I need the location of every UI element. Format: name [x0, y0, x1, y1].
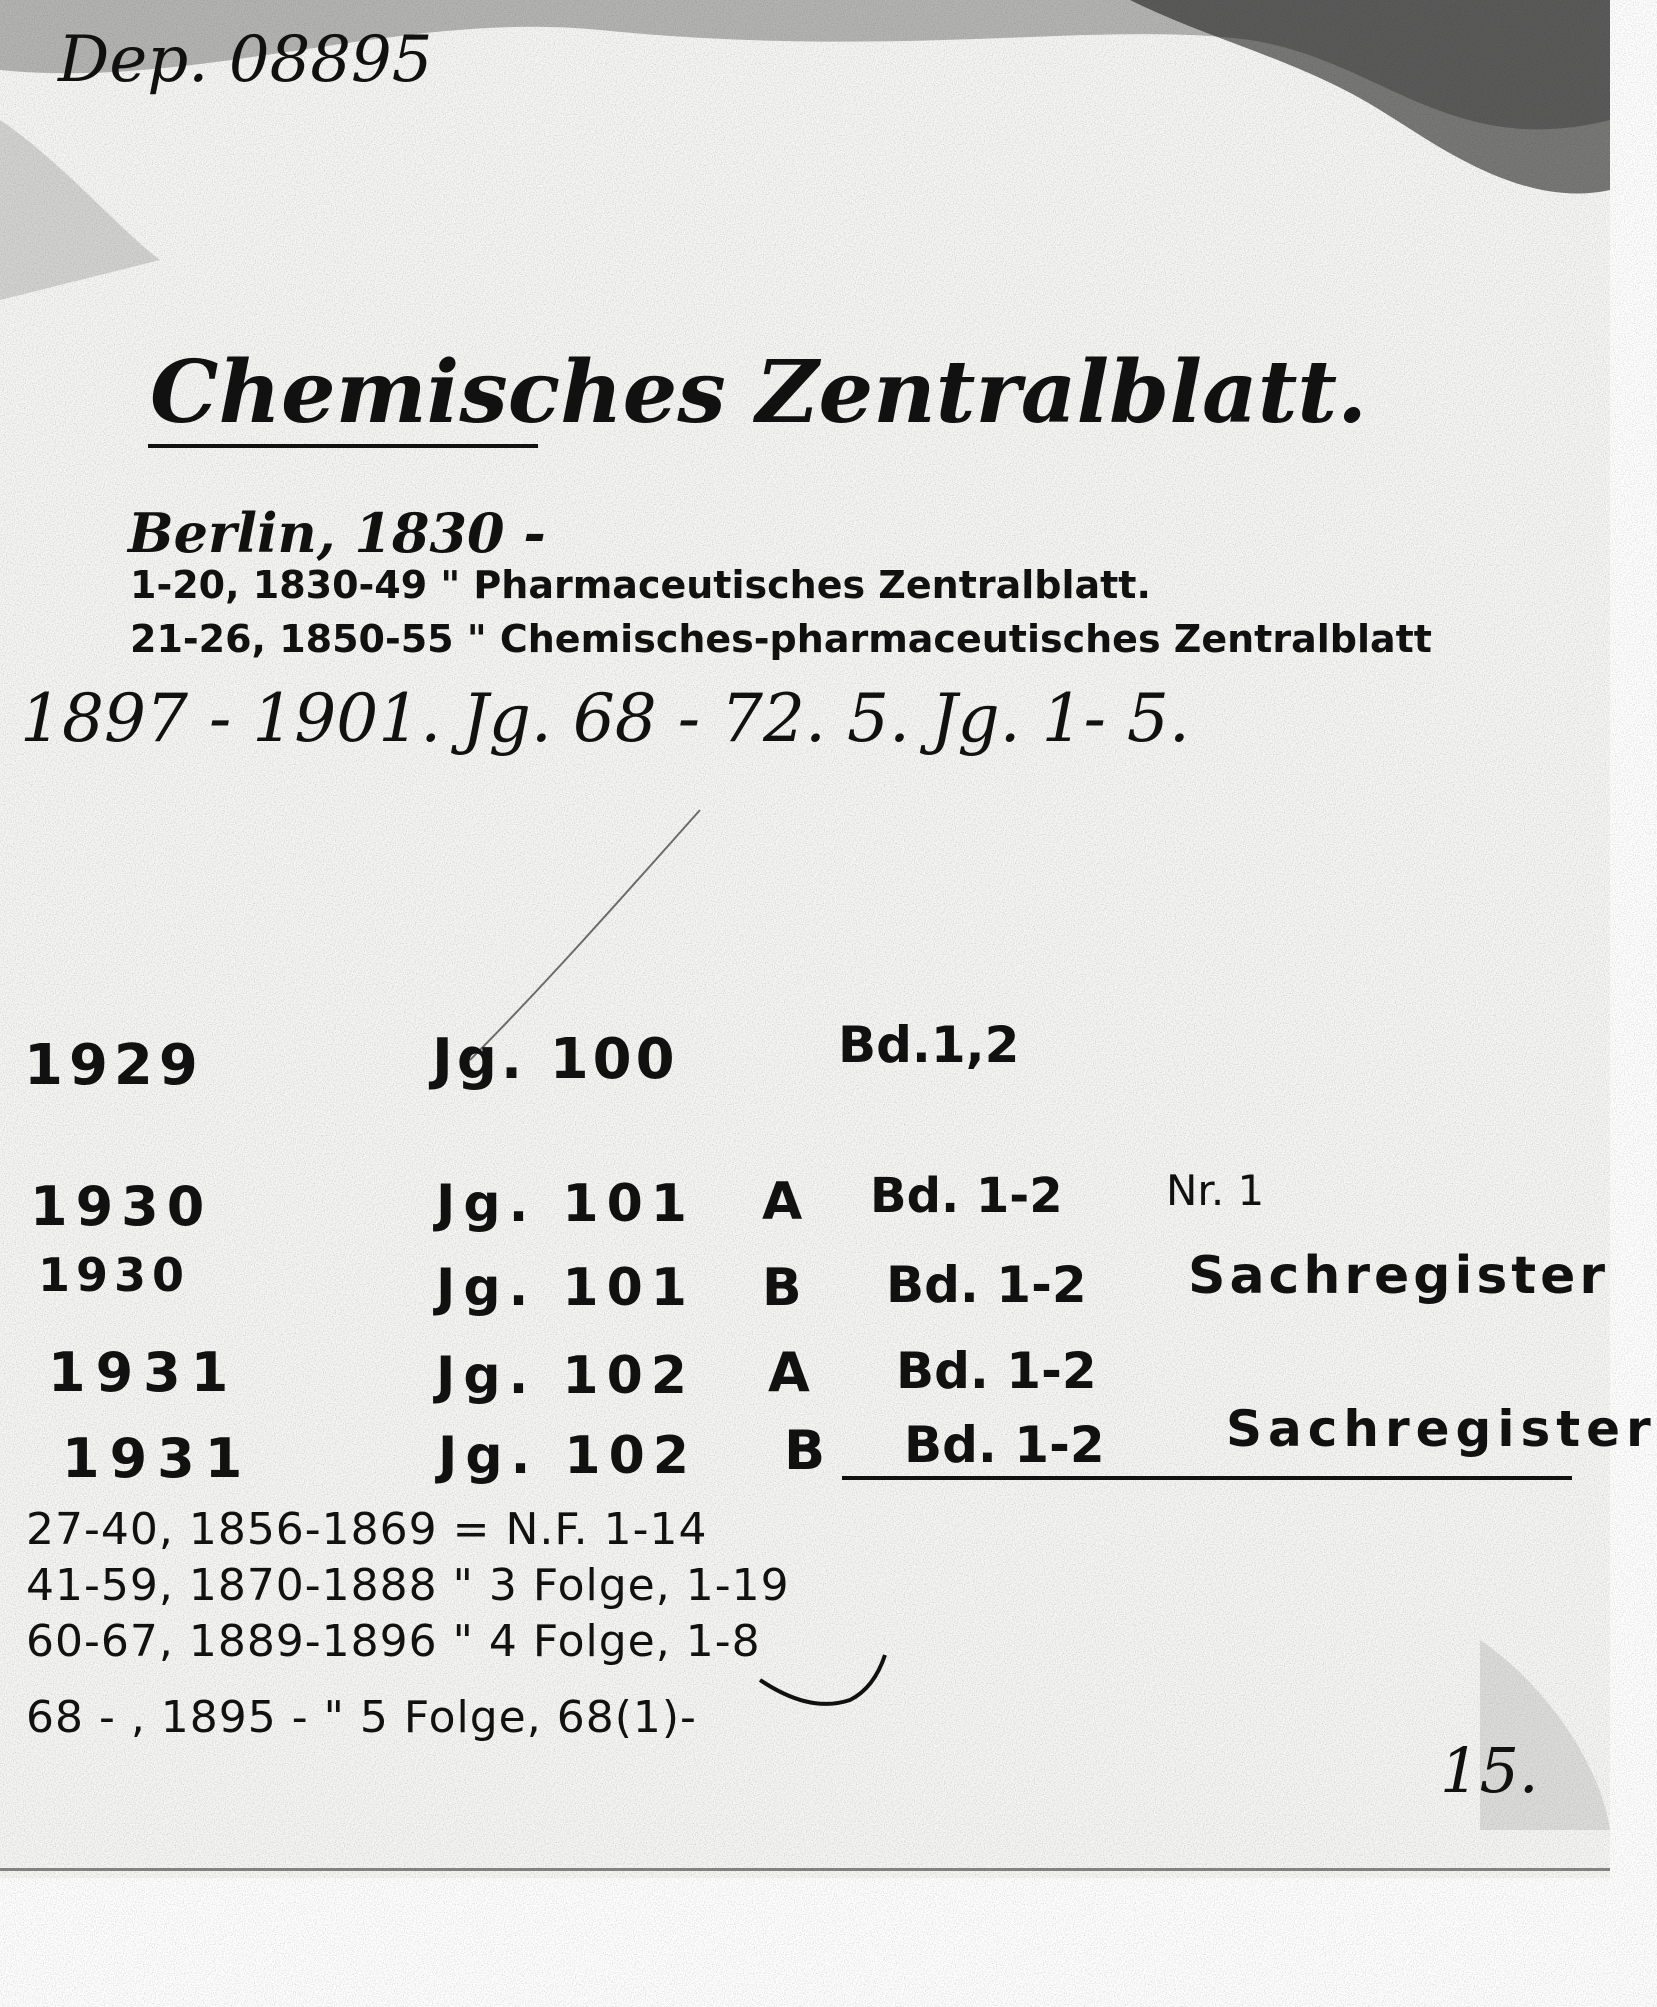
holdings-volume: Bd. 1-2: [886, 1256, 1087, 1314]
former-title-line-2: 21-26, 1850-55 " Chemisches-pharmaceutisches Zentralblatt: [130, 617, 1432, 661]
holdings-year: 1931: [62, 1427, 253, 1490]
holdings-extra: Nr. 1: [1166, 1166, 1265, 1215]
holdings-note: 1897 - 1901. Jg. 68 - 72. 5. Jg. 1- 5.: [20, 680, 1190, 757]
holdings-volume: Bd. 1-2: [896, 1342, 1097, 1400]
holdings-volume: Bd. 1-2: [904, 1416, 1105, 1474]
holdings-year: 1929: [24, 1033, 204, 1098]
holdings-extra: Sachregister: [1188, 1246, 1610, 1306]
holdings-volume: Bd.1,2: [838, 1016, 1020, 1074]
holdings-part: A: [762, 1172, 803, 1232]
series-note: 27-40, 1856-1869 = N.F. 1-14: [26, 1504, 708, 1555]
title: Chemisches Zentralblatt.: [150, 342, 1368, 443]
series-note: 68 - , 1895 - " 5 Folge, 68(1)-: [26, 1692, 697, 1743]
card-number: 15.: [1440, 1734, 1539, 1807]
holdings-jahrgang: Jg. 101: [436, 1174, 695, 1234]
title-underline: [148, 444, 538, 448]
holdings-jahrgang: Jg. 102: [438, 1426, 697, 1486]
series-note: 41-59, 1870-1888 " 3 Folge, 1-19: [26, 1560, 790, 1611]
divider-line: [842, 1476, 1572, 1480]
holdings-year: 1931: [48, 1341, 239, 1404]
holdings-volume: Bd. 1-2: [870, 1168, 1063, 1224]
imprint: Berlin, 1830 -: [128, 501, 546, 565]
series-note: 60-67, 1889-1896 " 4 Folge, 1-8: [26, 1616, 761, 1667]
card-bottom-edge: [0, 1868, 1610, 1871]
shelfmark: Dep. 08895: [58, 23, 433, 97]
holdings-extra: Sachregister: [1226, 1400, 1657, 1458]
holdings-jahrgang: Jg. 100: [432, 1027, 679, 1092]
former-title-line-1: 1-20, 1830-49 " Pharmaceutisches Zentralblatt.: [130, 563, 1151, 607]
holdings-part: B: [784, 1419, 826, 1482]
holdings-jahrgang: Jg. 101: [436, 1258, 695, 1318]
holdings-jahrgang: Jg. 102: [436, 1346, 695, 1406]
holdings-part: A: [768, 1341, 810, 1404]
holdings-year: 1930: [38, 1248, 191, 1302]
holdings-year: 1930: [30, 1175, 213, 1238]
holdings-part: B: [762, 1258, 802, 1318]
